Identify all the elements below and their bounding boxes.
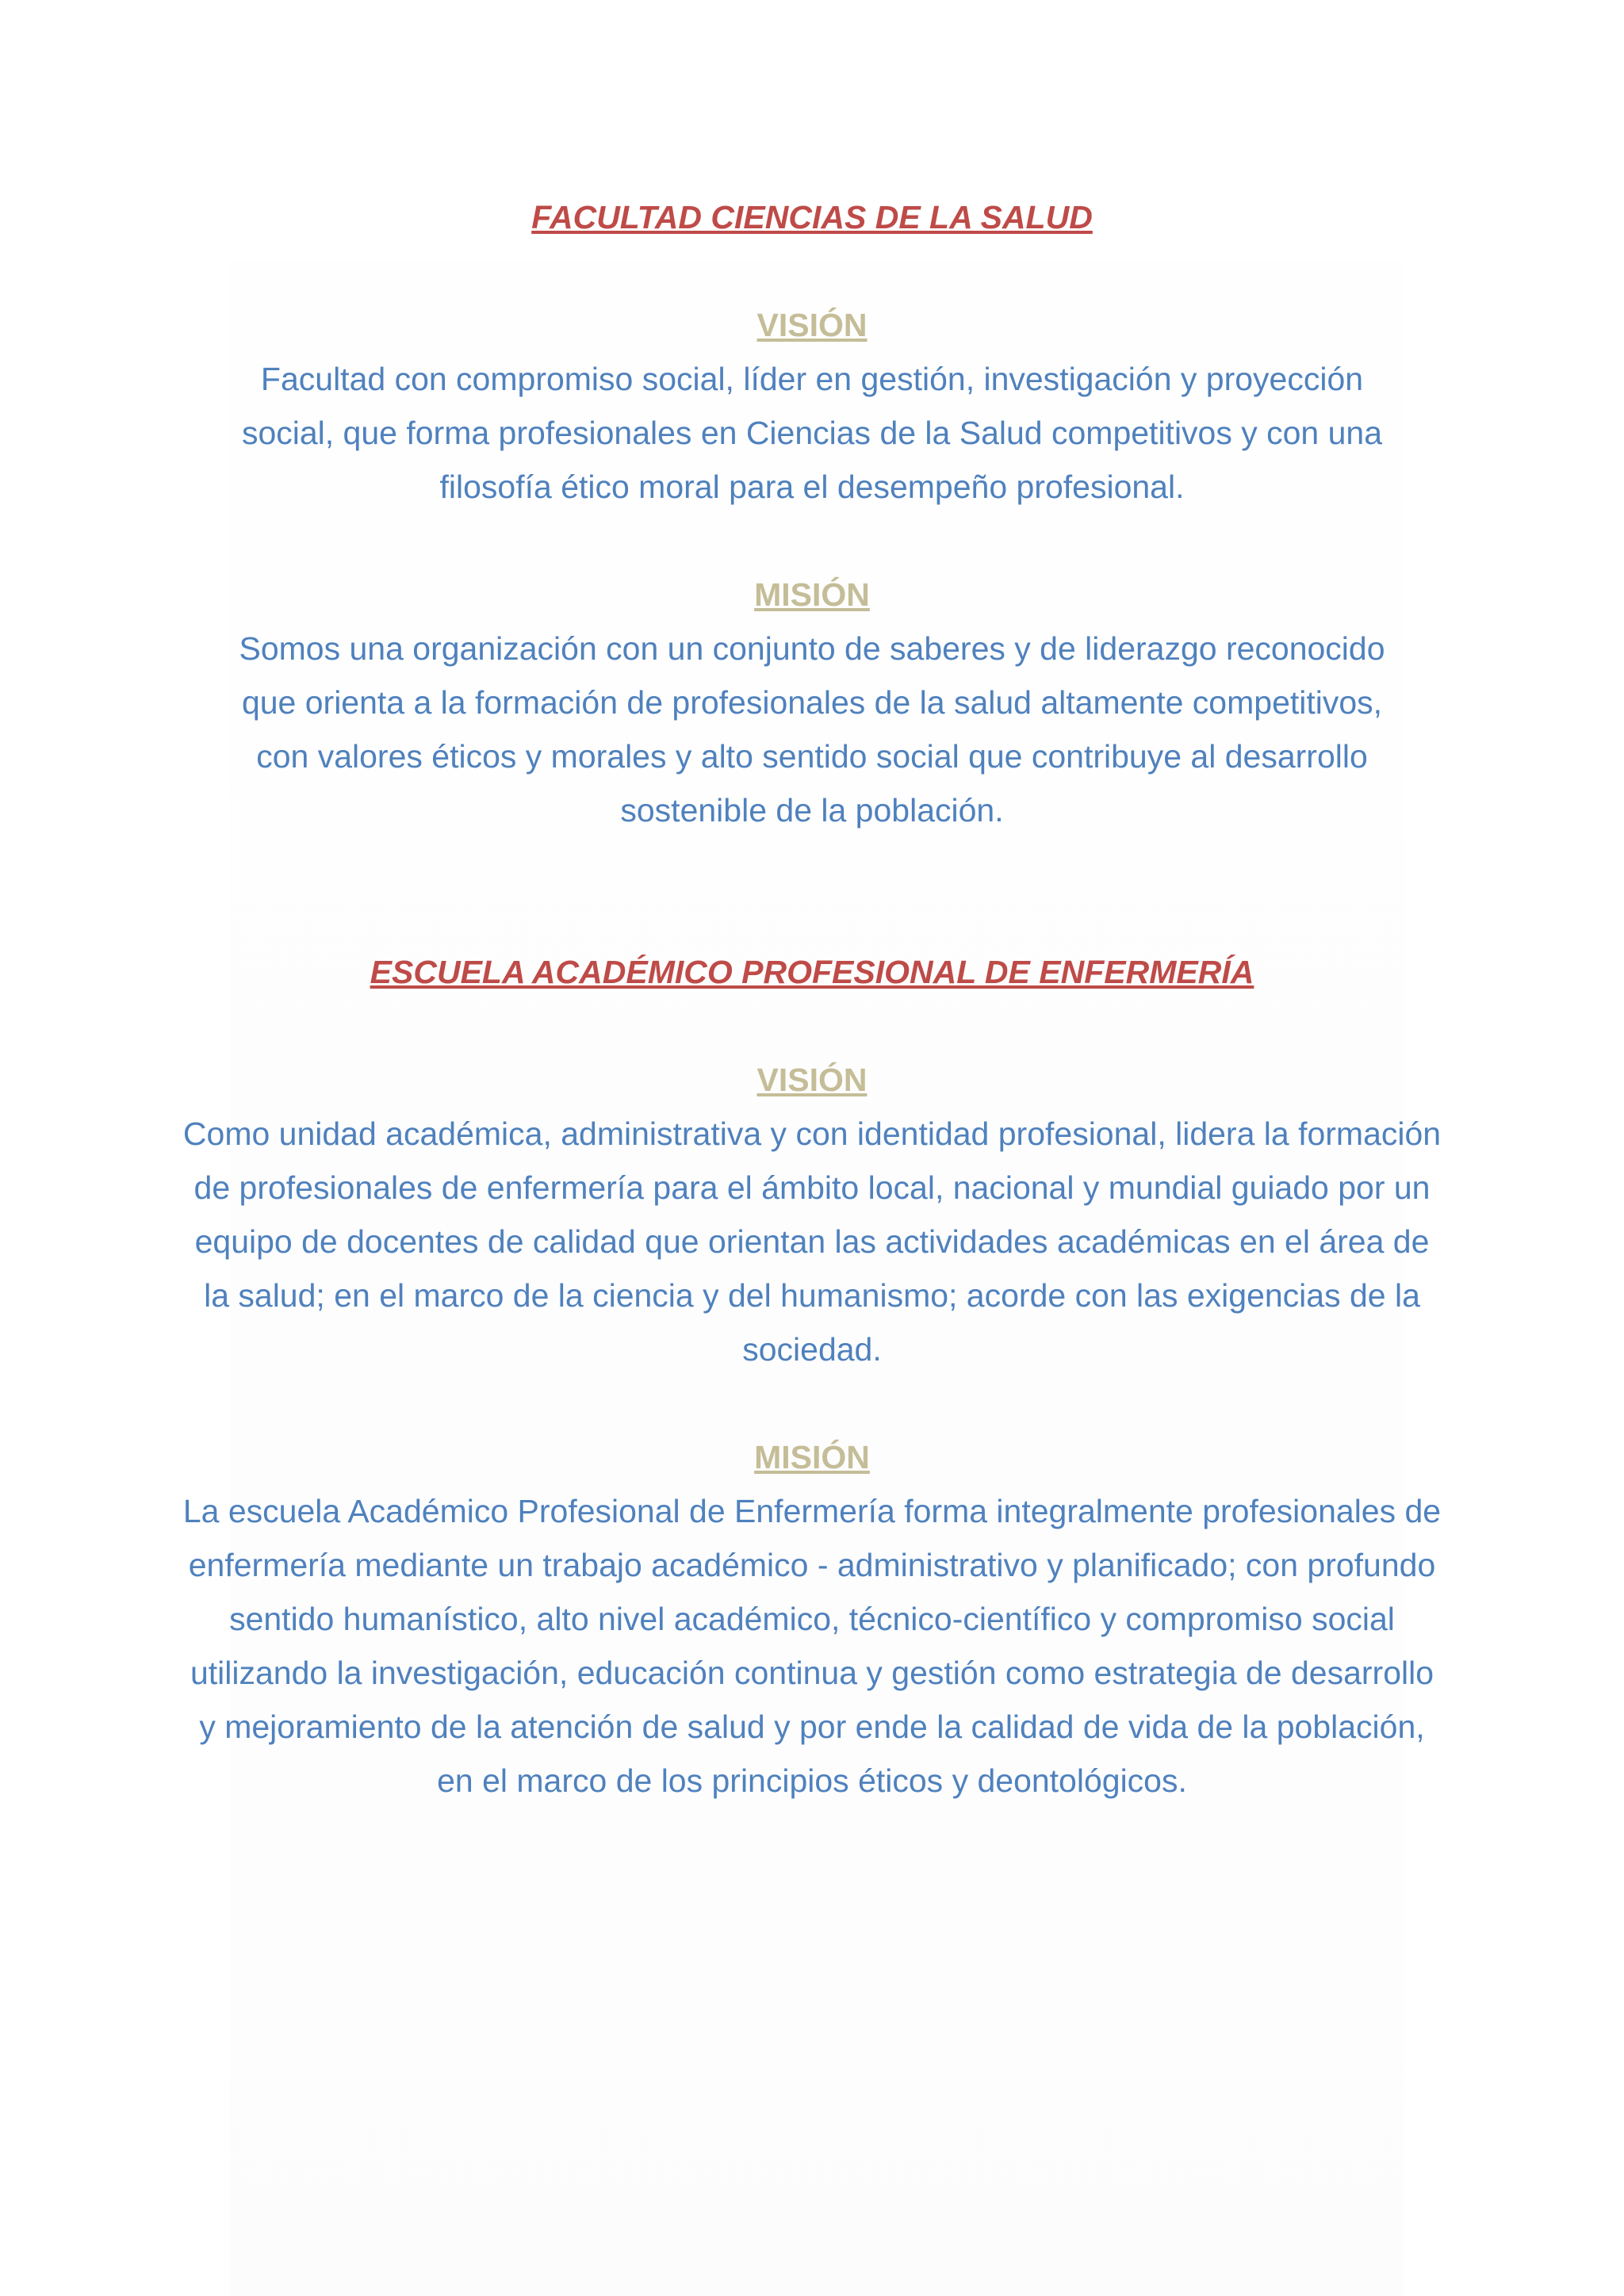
escuela-vision-text: Como unidad académica, administrativa y con identidad profesional, lidera la formación de profesionales de enfermería para el ámbito local, nacional y mundial guiado por un equipo de docentes de calidad que orientan las actividades académicas en el área de la salud; en el marco de la ciencia y del humanismo; acorde con las exigencias de la sociedad. xyxy=(182,1115,1442,1368)
escuela-title: ESCUELA ACADÉMICO PROFESIONAL DE ENFERMERÍA xyxy=(370,954,1254,990)
facultad-vision-text: Facultad con compromiso social, líder en gestión, investigación y proyección social, que forma profesionales en Ciencias de la Salud competitivos y con una filosofía ético moral para el desempeño profesional. xyxy=(241,361,1383,505)
escuela-mision-text: La escuela Académico Profesional de Enfermería forma integralmente profesionales de enfermería mediante un trabajo académico - administrativo y planificado; con profundo sentido humanístico, alto nivel académico, técnico-científico y compromiso social utilizando la investigación, educación continua y gestión como estrategia de desarrollo y mejoramiento de la atención de salud y por ende la calidad de vida de la población, en el marco de los principios éticos y deontológicos. xyxy=(182,1493,1442,1799)
facultad-mision-text: Somos una organización con un conjunto de saberes y de liderazgo reconocido que orienta a la formación de profesionales de la salud altamente competitivos, con valores éticos y morales y alto sentido social que contribuye al desarrollo sostenible de la población. xyxy=(239,630,1385,828)
escuela-vision-heading: VISIÓN xyxy=(756,1062,868,1098)
document-content xyxy=(182,190,1442,1808)
facultad-title: FACULTAD CIENCIAS DE LA SALUD xyxy=(531,199,1093,235)
escuela-mision-heading: MISIÓN xyxy=(754,1439,870,1475)
facultad-mision-heading: MISIÓN xyxy=(754,576,870,613)
facultad-vision-heading: VISIÓN xyxy=(756,307,868,343)
